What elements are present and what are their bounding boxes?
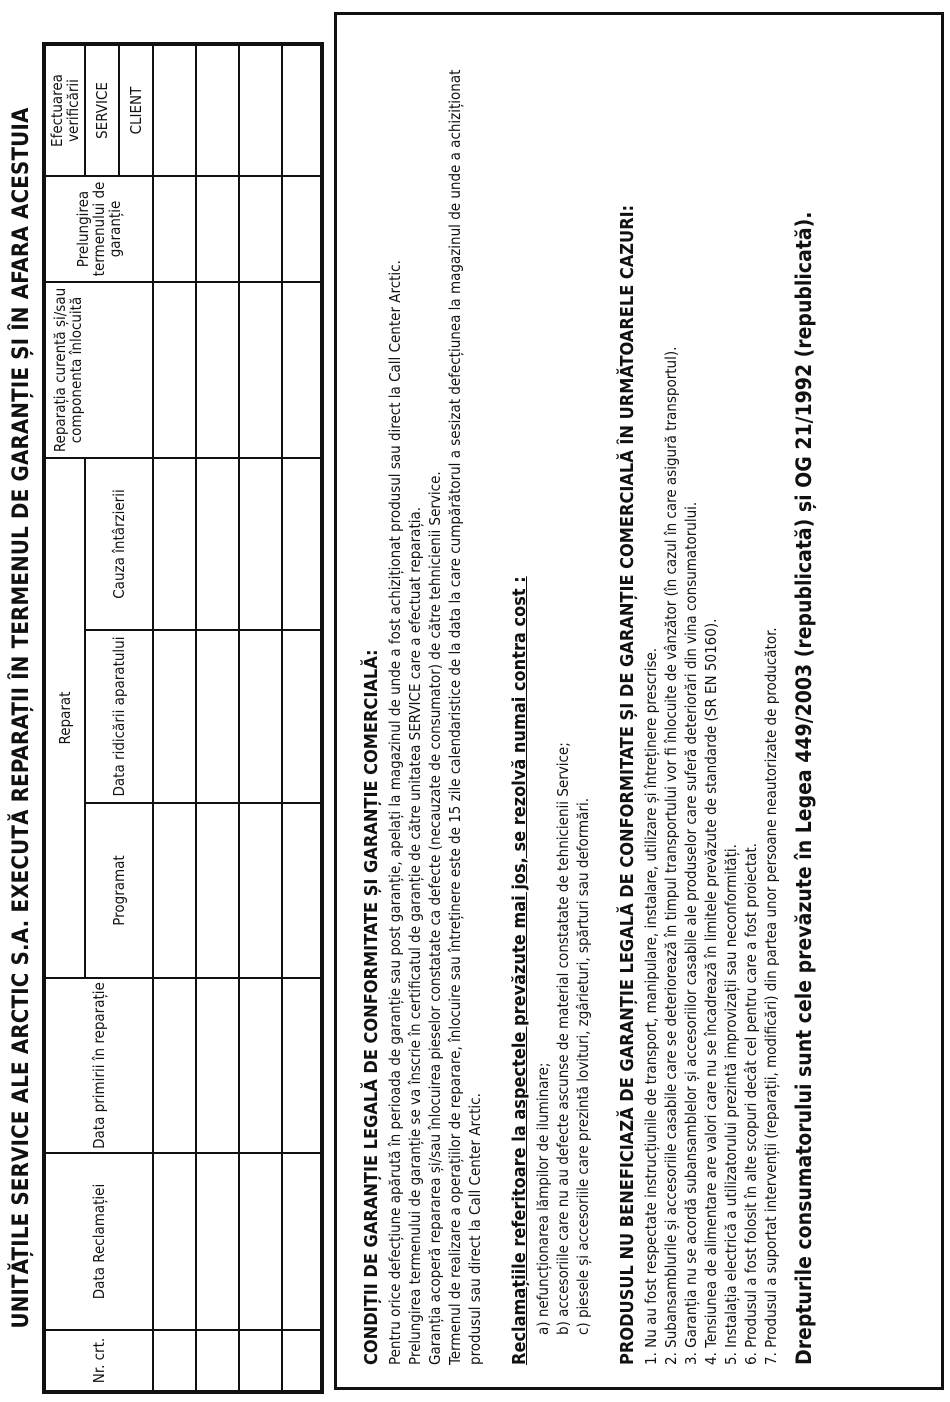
table-cell <box>239 1330 282 1391</box>
exclusion-item: 1. Nu au fost respectate instrucțiunile de transport, manipulare, instalare, utilizare și întreținere prescrise. <box>642 647 660 1365</box>
table-cell <box>153 458 196 630</box>
header-data-primirii: Data primirii în reparație <box>45 978 153 1153</box>
conditions-paragraph: Prelungirea termenului de garanție se va înscrie în certificatul de garanție de către unitatea SERVICE care a efectuat reparația. <box>406 506 424 1365</box>
table-cell <box>282 176 321 282</box>
table-cell <box>153 803 196 978</box>
header-data-reclamatiei: Data Reclamației <box>45 1153 153 1330</box>
exclusion-heading: PRODUSUL NU BENEFICIAZĂ DE GARANȚIE LEGALĂ DE CONFORMITATE ȘI DE GARANȚIE COMERCIALĂ ÎN URMĂTOARELE CAZURI: <box>617 204 638 1365</box>
header-reparat: Reparat <box>45 458 85 978</box>
header-client: CLIENT <box>119 45 153 176</box>
table-cell <box>239 458 282 630</box>
table-cell <box>196 45 239 176</box>
consumer-rights: Drepturile consumatorului sunt cele prevăzute în Legea 449/2003 (republicată) și OG 21/1992 (republicată). <box>792 211 816 1365</box>
header-data-ridicarii: Data ridicării aparatului <box>85 630 153 803</box>
table-cell <box>196 458 239 630</box>
cost-item: a) nefuncționarea lămpilor de iluminare; <box>534 1062 552 1335</box>
table-cell <box>239 176 282 282</box>
table-cell <box>196 803 239 978</box>
table-cell <box>282 1330 321 1391</box>
table-cell <box>153 282 196 458</box>
table-cell <box>153 630 196 803</box>
warranty-conditions-box <box>334 12 944 1390</box>
table-cell <box>196 1330 239 1391</box>
cost-heading: Reclamațiile referitoare la aspectele prevăzute mai jos, se rezolvă numai contra cost : <box>509 576 530 1365</box>
table-cell <box>153 1330 196 1391</box>
table-cell <box>196 282 239 458</box>
table-cell <box>282 978 321 1153</box>
table-cell <box>239 1153 282 1330</box>
table-cell <box>282 458 321 630</box>
exclusion-item: 6. Produsul a fost folosit în alte scopuri decât cel pentru care a fost proiectat. <box>742 843 760 1365</box>
header-cauza: Cauza întârzierii <box>85 458 153 630</box>
table-cell <box>196 978 239 1153</box>
table-title: UNITĂȚILE SERVICE ALE ARCTIC S.A. EXECUTĂ REPARAȚII ÎN TERMENUL DE GARANȚIE ȘI ÎN AFARA ACESTUIA <box>9 107 34 1329</box>
table-cell <box>153 45 196 176</box>
table-cell <box>282 803 321 978</box>
table-cell <box>153 978 196 1153</box>
header-prelungirea: Prelungirea termenului de garanție <box>45 176 153 282</box>
table-cell <box>239 630 282 803</box>
exclusion-item: 5. Instalația electrică a utilizatorului prezintă improvizații sau neconformități. <box>722 844 740 1365</box>
table-cell <box>239 282 282 458</box>
table-cell <box>239 803 282 978</box>
exclusion-item: 4. Tensiunea de alimentare are valori care nu se încadrează în limitele prevăzute de standarde (SR EN 50160). <box>702 618 720 1365</box>
header-service: SERVICE <box>85 45 119 176</box>
conditions-heading: CONDIȚII DE GARANȚIE LEGALĂ DE CONFORMITATE ȘI GARANȚIE COMERCIALĂ: <box>361 649 382 1365</box>
conditions-paragraph: Termenul de realizare a operațiilor de reparare, înlocuire sau întreținere este de 15 zile calendaristice de la data la care cumpărătorul a sesizat defecțiunea la magazinul de unde a achiziționat produsul sau direct la Call Center Arctic. <box>446 69 484 1365</box>
table-cell <box>282 45 321 176</box>
table-cell <box>239 45 282 176</box>
header-efectuarea: Efectuarea verificării <box>45 45 85 176</box>
table-cell <box>282 1153 321 1330</box>
table-cell <box>196 630 239 803</box>
table-cell <box>153 1153 196 1330</box>
conditions-paragraph: Garanția acoperă repararea și/sau înlocuirea pieselor constatate ca defecte (necauzate de consumator) de către tehnicienii Service. <box>426 471 444 1365</box>
header-reparatia: Reparația curentă și/sau componenta înlocuită <box>45 282 153 458</box>
table-cell <box>153 176 196 282</box>
exclusion-item: 7. Produsul a suportat intervenții (reparații, modificări) din partea unor persoane neautorizate de producător. <box>762 627 780 1365</box>
cost-item: b) accesoriile care nu au defecte ascunse de material constatate de tehnicienii Service; <box>554 742 572 1335</box>
cost-item: c) piesele și accesoriile care prezintă lovituri, zgârieturi, spărturi sau deformări. <box>574 797 592 1335</box>
conditions-paragraph: Pentru orice defecțiune apărută în perioada de garanție sau post garanție, apelați la magazinul de unde a fost achiziționat produsul sau direct la Call Center Arctic. <box>386 260 404 1365</box>
table-cell <box>282 630 321 803</box>
service-table-section <box>0 0 326 1402</box>
table-cell <box>196 1153 239 1330</box>
table-cell <box>239 978 282 1153</box>
header-programat: Programat <box>85 803 153 978</box>
header-nr: Nr. crt. <box>45 1330 153 1391</box>
exclusion-item: 2. Subansamblurile și accesoriile casabile care se deteriorează în timpul transportului vor fi înlocuite de vânzător (în cazul în care asigură transportul). <box>662 346 680 1365</box>
table-cell <box>282 282 321 458</box>
service-table <box>42 42 324 1394</box>
table-cell <box>196 176 239 282</box>
exclusion-item: 3. Garanția nu se acordă subansamblelor și accesoriilor casabile ale produselor care suferă deteriorări din vina consumatorului. <box>682 501 700 1365</box>
